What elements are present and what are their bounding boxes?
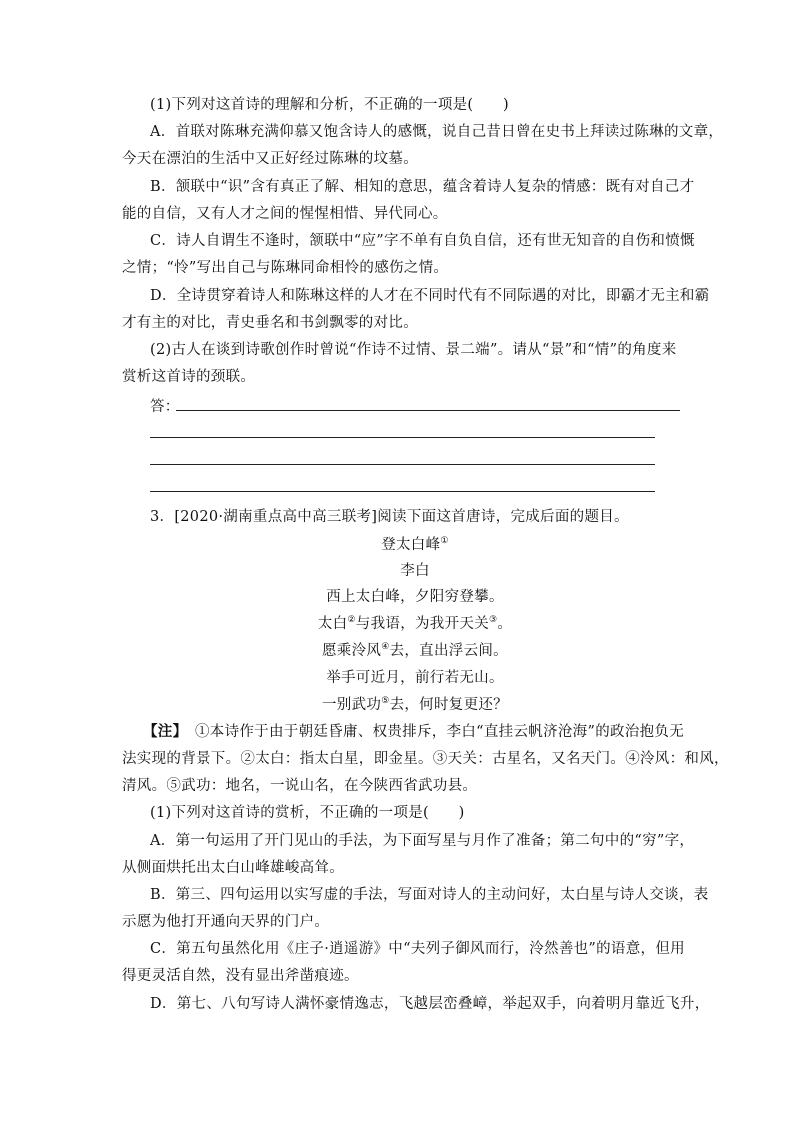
q2-option-d-line2: 才有主的对比，青史垂名和书剑飘零的对比。 — [122, 315, 418, 331]
q3-option-c-line1: C．第五句虽然化用《庄子·逍遥游》中“夫列子御风而行，泠然善也”的语意，但用 — [150, 941, 685, 957]
answer-line-2[interactable] — [150, 437, 655, 438]
poem-line-3-a: 愿乘泠风 — [322, 643, 382, 659]
poem-line-5-b: 去，何时复更还？ — [389, 697, 508, 713]
q2-sub2-line1: (2)古人在谈到诗歌创作时曾说“作诗不过情、景二端”。请从“景”和“情”的角度来 — [150, 342, 677, 358]
answer-line-4[interactable] — [150, 491, 655, 492]
poem-author: 李白 — [400, 563, 430, 579]
poem-line-2-footnote-a: ② — [347, 615, 356, 626]
q2-option-a-line2: 今天在漂泊的生活中又正好经过陈琳的坟墓。 — [122, 151, 418, 167]
note-line-3: 清风。⑤武功：地名，一说山名，在今陕西省武功县。 — [122, 778, 478, 794]
answer-line-1[interactable] — [176, 410, 680, 411]
poem-line-5-a: 一别武功 — [322, 697, 382, 713]
poem-line-5 — [150, 695, 680, 715]
q3-option-a-line2: 从侧面烘托出太白山峰雄峻高耸。 — [122, 860, 344, 876]
poem-line-2 — [150, 614, 680, 634]
q2-sub2-line2: 赏析这首诗的颈联。 — [122, 369, 256, 385]
poem-line-3 — [150, 641, 680, 661]
q3-option-a-line1: A．第一句运用了开门见山的手法，为下面写星与月作了准备；第二句中的“穷”字， — [150, 833, 695, 849]
note-line-1 — [143, 722, 684, 742]
q3-header: 3．[2020·湖南重点高中高三联考]阅读下面这首唐诗，完成后面的题目。 — [150, 509, 629, 525]
q3-option-b-line1: B．第三、四句运用以实写虚的手法，写面对诗人的主动问好，太白星与诗人交谈，表 — [150, 887, 709, 903]
q2-option-a-line1: A．首联对陈琳充满仰慕又饱含诗人的感慨，说自己昔日曾在史书上拜读过陈琳的文章， — [150, 124, 724, 140]
answer-line-3[interactable] — [150, 464, 655, 465]
poem-title — [150, 535, 680, 555]
answer-label: 答： — [150, 399, 180, 415]
poem-line-4: 举手可近月，前行若无山。 — [326, 670, 504, 686]
poem-line-5-footnote: ⑤ — [381, 696, 390, 707]
q2-option-b-line2: 能的自信，又有人才之间的惺惺相惜、异代同心。 — [122, 206, 448, 222]
poem-line-2-a: 太白 — [317, 616, 348, 632]
q3-option-c-line2: 得更灵活自然，没有显出斧凿痕迹。 — [122, 968, 359, 984]
poem-line-3-b: 去，直出浮云间。 — [389, 643, 508, 659]
note-line-2: 法实现的背景下。②太白：指太白星，即金星。③天关：古星名，又名天门。④泠风：和风， — [122, 751, 729, 767]
poem-line-2-c: 。 — [497, 616, 513, 632]
q3-option-b-line2: 示愿为他打开通向天界的门户。 — [122, 914, 330, 930]
note-label: 【注】 — [143, 723, 188, 740]
q2-option-b-line1: B．颔联中“识”含有真正了解、相知的意思，蕴含着诗人复杂的情感：既有对自己才 — [150, 179, 695, 195]
q2-option-d-line1: D．全诗贯穿着诗人和陈琳这样的人才在不同时代有不同际遇的对比，即霸才无主和霸 — [150, 288, 710, 304]
q3-sub1-stem: (1)下列对这首诗的赏析，不正确的一项是( ) — [150, 805, 465, 821]
q3-option-d-line1: D．第七、八句写诗人满怀豪情逸志，飞越层峦叠嶂，举起双手，向着明月靠近飞升， — [150, 996, 710, 1012]
q2-sub1-stem: (1)下列对这首诗的理解和分析，不正确的一项是( ) — [150, 97, 509, 113]
poem-line-1: 西上太白峰，夕阳穷登攀。 — [326, 589, 504, 605]
q2-option-c-line2: 之情；“怜”写出自己与陈琳同命相怜的感伤之情。 — [122, 260, 449, 276]
poem-title-text: 登太白峰 — [381, 537, 441, 553]
poem-title-footnote: ① — [440, 536, 449, 547]
poem-line-3-footnote: ④ — [381, 642, 390, 653]
q2-option-c-line1: C．诗人自谓生不逢时，颔联中“应”字不单有自负自信，还有世无知音的自伤和愤慨 — [150, 233, 695, 249]
poem-line-2-b: 与我语，为我开天关 — [355, 616, 489, 632]
note-line-1-text: ①本诗作于由于朝廷昏庸、权贵排斥，李白“直挂云帆济沧海”的政治抱负无 — [194, 724, 684, 740]
poem-line-2-footnote-b: ③ — [489, 615, 498, 626]
